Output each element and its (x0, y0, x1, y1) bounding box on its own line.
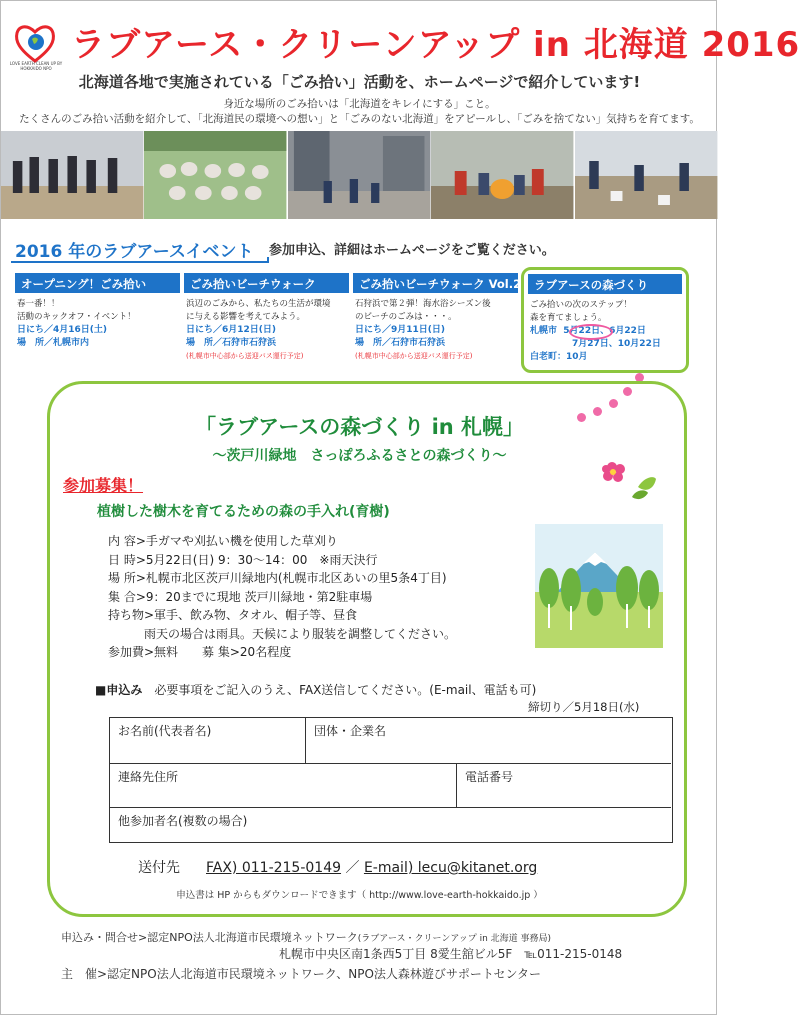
event-card-beach-walk (184, 273, 349, 363)
event-card-title: ごみ拾いビーチウォーク (184, 273, 349, 293)
photo-city-cleanup (288, 131, 431, 219)
send-to-line (138, 857, 537, 877)
lead-line-2: たくさんのごみ拾い活動を紹介して、「北海道民の環境への想い」と「ごみのない北海道」をアピールし、「ごみを捨てない」気持ちを育てます。 (19, 113, 700, 125)
photo-shore-cleanup (575, 131, 718, 219)
events-note: 参加申込、詳細はホームページをご覧ください。 (269, 243, 555, 258)
highlight-circle (569, 324, 613, 340)
leaf-icon (638, 477, 656, 490)
footer-host: 主 催>認定NPO法人北海道市民環境ネットワーク、NPO法人森林遊びサポートセンター (61, 967, 542, 981)
form-field-phone[interactable]: 電話番号 (457, 764, 671, 808)
send-to-separator: ／ (345, 860, 360, 876)
event-card-title: ごみ拾いビーチウォーク Vol.2 (353, 273, 518, 293)
email-link[interactable]: E-mail) lecu@kitanet.org (363, 860, 538, 876)
event-desc-line: 浜辺のごみから、私たちの生活が環境 (186, 299, 331, 309)
event-city-sapporo: 札幌市 (530, 326, 558, 336)
detail-content: 内 容>手ガマや刈払い機を使用した草刈り (108, 534, 338, 548)
detail-belongings: 持ち物>軍手、飲み物、タオル、帽子等、昼食 (108, 608, 358, 622)
event-card-title: ラブアースの森づくり (528, 274, 682, 294)
recruit-subheading: 植樹した樹木を育てるための森の手入れ(育樹) (97, 504, 390, 520)
event-bus-note: (札幌市中心部から送迎バス運行予定) (186, 352, 304, 360)
recruit-heading: 参加募集！ (63, 476, 144, 495)
event-date: 日にち／9月11日(日) (355, 325, 446, 335)
event-bus-note: (札幌市中心部から送迎バス運行予定) (355, 352, 473, 360)
event-place: 場 所／石狩市石狩浜 (186, 338, 277, 348)
photo-campfire (431, 131, 574, 219)
event-desc-line: 春一番！！ (17, 299, 60, 309)
lead-line-1: 身近な場所のごみ拾いは「北海道をキレイにする」こと。 (223, 98, 496, 110)
event-card-title: オープニング！ごみ拾い (15, 273, 180, 293)
event-dates-sapporo: 5月22日、6月22日 (563, 326, 646, 336)
apply-deadline: 締切り／5月18日(水) (528, 700, 640, 714)
detail-datetime: 日 時>5月22日(日) 9：30～14：00 ※雨天決行 (108, 552, 378, 567)
footer-contact-office: (ラブアース・クリーンアップ in 北海道 事務局) (357, 934, 552, 944)
detail-place: 場 所>札幌市北区茨戸川緑地内(札幌市北区あいの里5条4丁目) (108, 571, 447, 585)
logo-caption: LOVE EARTH CLEAN UP BY HOKKAIDO NPO (9, 61, 63, 71)
photo-group-beach (1, 131, 144, 219)
detail-rain-note: 雨天の場合は雨具。天候により服装を調整してください。 (108, 626, 457, 641)
event-desc-line: 活動のキックオフ・イベント！ (17, 312, 136, 322)
footer-contact-org: 申込み・問合せ>認定NPO法人北海道市民環境ネットワーク (61, 931, 358, 944)
page-title: ラブアース・クリーンアップ in 北海道 2016 (71, 25, 800, 65)
application-form (109, 717, 673, 843)
event-city-shiraoi: 白老町：10月 (530, 352, 588, 362)
event-card-beach-walk-2 (353, 273, 522, 363)
photo-group-field (144, 131, 287, 219)
apply-line (95, 681, 536, 698)
event-desc-line: 森を育てましょう。 (530, 313, 607, 323)
event-desc-line: のビーチのごみは・・・。 (355, 312, 457, 322)
detail-fee: 参加費>無料 募 集>20名程度 (108, 645, 292, 659)
event-details (108, 532, 456, 662)
download-note: 申込書は HP からもダウンロードできます（ http://www.love-earth-hokkaido.jp ） (176, 890, 543, 901)
event-date: 日にち／6月12日(日) (186, 325, 277, 335)
form-field-address[interactable]: 連絡先住所 (110, 764, 457, 808)
footer-contact (61, 929, 551, 945)
heart-earth-logo-icon (13, 21, 57, 65)
flower-icon (598, 457, 660, 507)
event-desc-line: 石狩浜で第２弾！海水浴シーズン後 (355, 299, 491, 309)
send-to-label: 送付先 (138, 860, 180, 876)
page-subtitle: 北海道各地で実施されている「ごみ拾い」活動を、ホームページで紹介しています! (78, 73, 641, 91)
forest-landscape-icon (535, 524, 663, 648)
form-field-name[interactable]: お名前(代表者名) (110, 718, 306, 764)
event-card-forest (521, 267, 689, 373)
event-card-opening (15, 273, 180, 350)
photo-strip (1, 131, 718, 219)
detail-meeting: 集 合>9：20までに現地 茨戸川緑地・第2駐車場 (108, 589, 373, 604)
events-title-underline (11, 257, 269, 263)
event-desc-line: ごみ拾いの次のステップ！ (530, 300, 632, 310)
forest-event-title: 「ラブアースの森づくり in 札幌」 (194, 415, 525, 439)
apply-text: 必要事項をご記入のうえ、FAX送信してください。(E-mail、電話も可) (154, 683, 537, 697)
event-dates-sapporo-2: 7月27日、10月22日 (572, 339, 661, 349)
event-desc-line: に与える影響を考えてみよう。 (186, 312, 306, 322)
footer-address: 札幌市中央区南1条西5丁目 8愛生舘ビル5F ℡011-215-0148 (279, 947, 623, 961)
events-title: 2016 年のラブアースイベント (15, 242, 254, 262)
forest-event-subtitle: ～茨戸川緑地 さっぽろふるさとの森づくり～ (212, 448, 507, 464)
form-field-other-participants[interactable]: 他参加者名(複数の場合) (118, 814, 248, 828)
apply-label: ■申込み (95, 683, 143, 697)
fax-number[interactable]: FAX) 011-215-0149 (206, 860, 342, 876)
form-field-organization[interactable]: 団体・企業名 (306, 718, 671, 764)
event-place: 場 所／札幌市内 (17, 338, 90, 348)
event-date: 日にち／4月16日(土) (17, 325, 108, 335)
event-place: 場 所／石狩市石狩浜 (355, 338, 446, 348)
